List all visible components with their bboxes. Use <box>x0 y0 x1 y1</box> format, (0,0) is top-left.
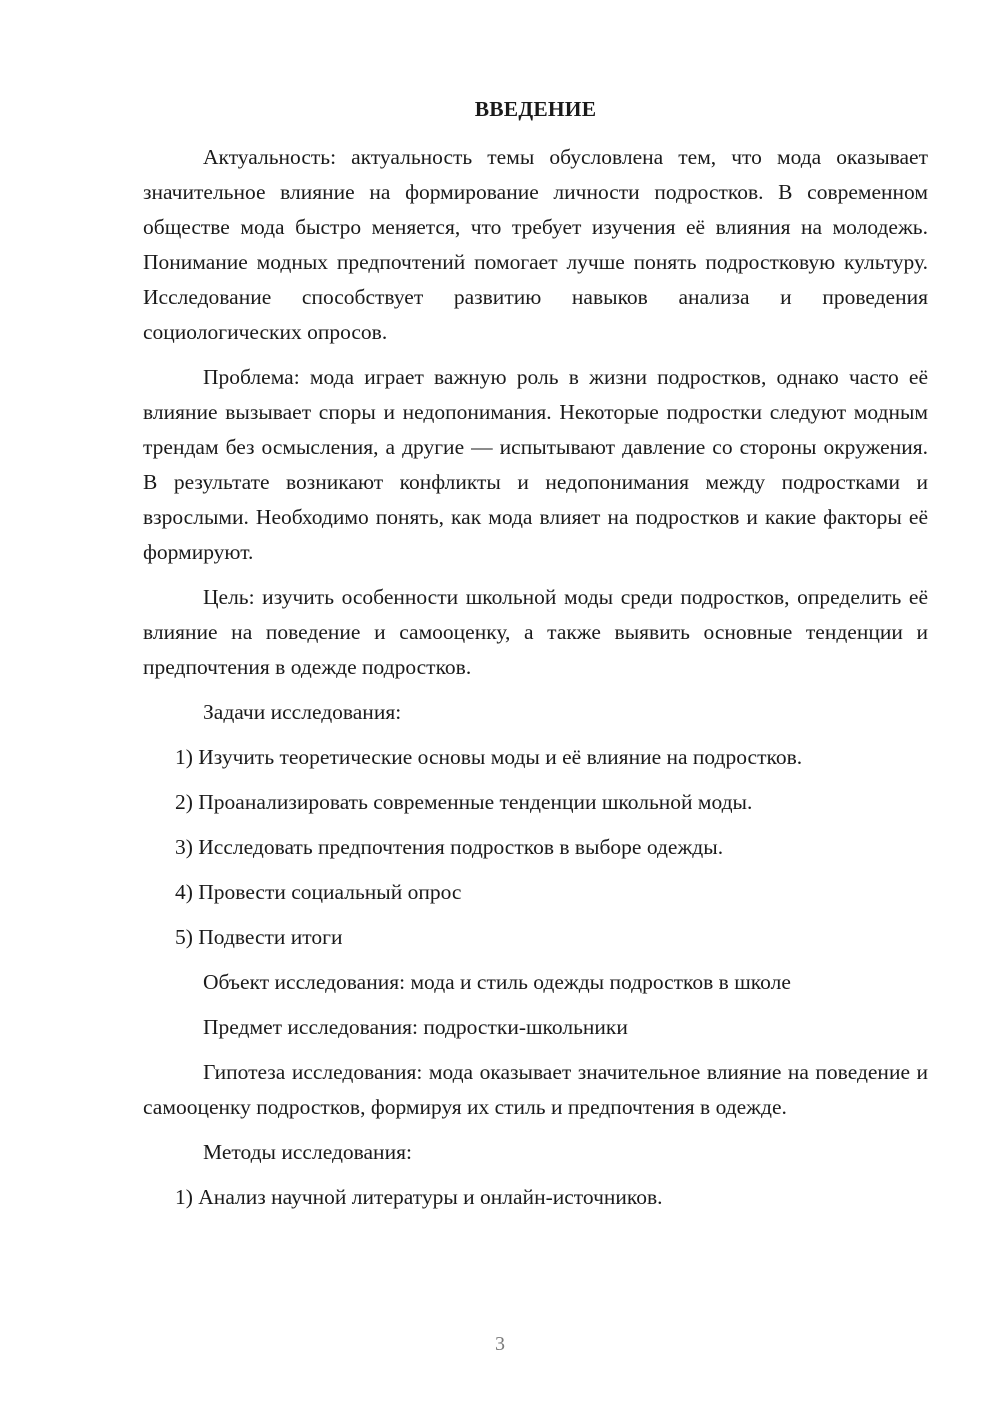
task-item: 3) Исследовать предпочтения подростков в выборе одежды. <box>175 835 724 859</box>
relevance-paragraph: Актуальность: актуальность темы обусловлена тем, что мода оказывает значительное влияние на формирование личности подростков. В современном обществе мода быстро меняется, что требует изучения её влияния на молодежь. Понимание модных предпочтений помогает лучше понять подростковую культуру. Исследование способствует развитию навыков анализа и проведения социологических опросов. <box>143 145 928 344</box>
problem-paragraph: Проблема: мода играет важную роль в жизни подростков, однако часто её влияние вызывает споры и недопонимания. Некоторые подростки следуют модным трендам без осмысления, а другие — испытывают давление со стороны окружения. В результате возникают конфликты и недопонимания между подростками и взрослыми. Необходимо понять, как мода влияет на подростков и какие факторы её формируют. <box>143 365 928 564</box>
task-item: 4) Провести социальный опрос <box>175 880 462 904</box>
section-heading: ВВЕДЕНИЕ <box>474 97 597 121</box>
method-item: 1) Анализ научной литературы и онлайн-источников. <box>175 1185 663 1209</box>
tasks-heading: Задачи исследования: <box>203 700 402 724</box>
research-subject: Предмет исследования: подростки-школьники <box>203 1015 628 1039</box>
task-item: 2) Проанализировать современные тенденции школьной моды. <box>175 790 753 814</box>
page-number: 3 <box>495 1333 505 1355</box>
hypothesis-paragraph: Гипотеза исследования: мода оказывает значительное влияние на поведение и самооценку подростков, формируя их стиль и предпочтения в одежде. <box>143 1060 928 1119</box>
task-item: 5) Подвести итоги <box>175 925 343 949</box>
task-item: 1) Изучить теоретические основы моды и её влияние на подростков. <box>175 745 803 769</box>
document-page <box>143 94 928 1225</box>
goal-paragraph: Цель: изучить особенности школьной моды среди подростков, определить её влияние на поведение и самооценку, а также выявить основные тенденции и предпочтения в одежде подростков. <box>143 585 928 679</box>
methods-heading: Методы исследования: <box>203 1140 412 1164</box>
research-object: Объект исследования: мода и стиль одежды подростков в школе <box>203 970 791 994</box>
